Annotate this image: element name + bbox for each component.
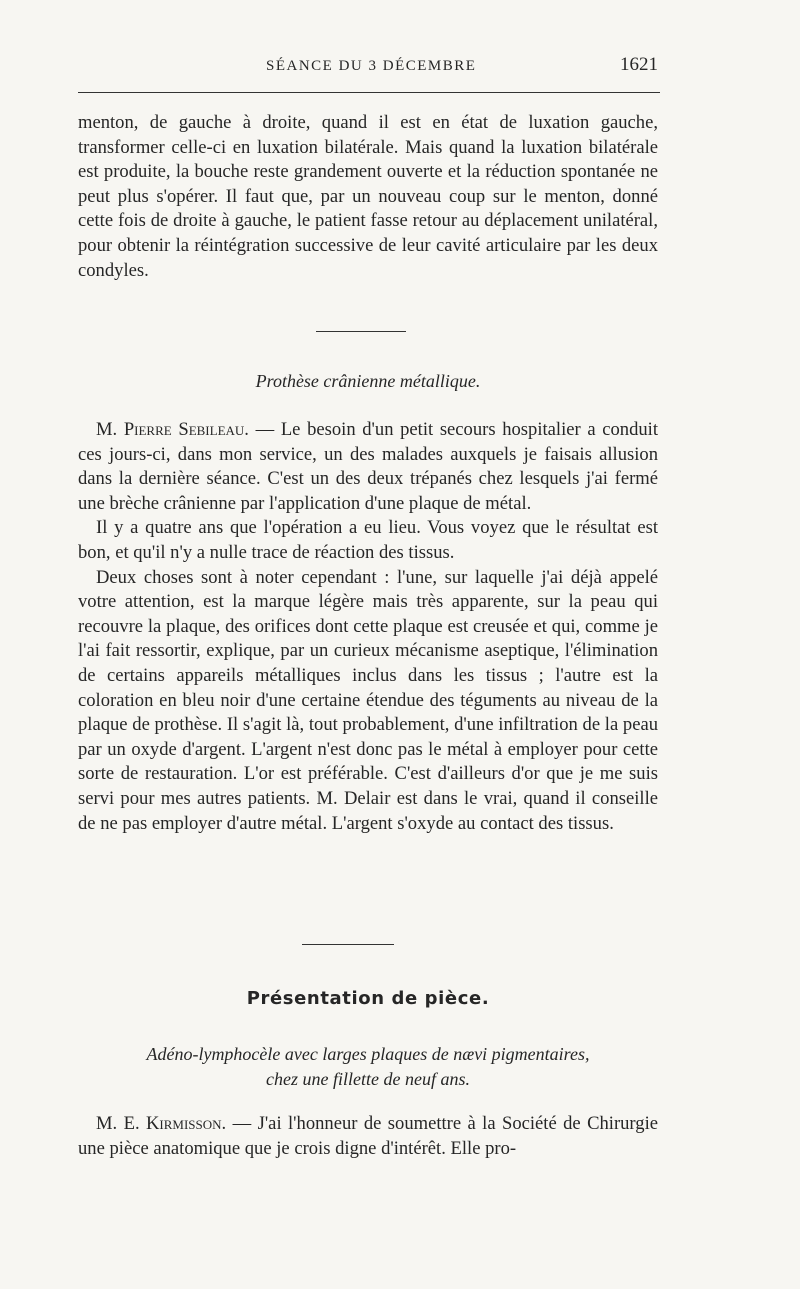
speaker-name: M. Pierre Sebileau. (96, 419, 249, 440)
section-heading: Présentation de pièce. (246, 988, 490, 1009)
section2-body (78, 1112, 658, 1161)
paragraph-text: — Le besoin d'un petit secours hospitalier a conduit ces jours-ci, dans mon service, un des malades auxquels je faisais allusion dans la dernière séance. C'est un des deux trépanés chez lesquels j'ai fermé une brèche crânienne par l'application d'une plaque de métal. (78, 419, 659, 514)
header-rule (78, 92, 660, 93)
page-header (78, 52, 658, 82)
section-separator (316, 331, 406, 332)
paragraph (78, 418, 658, 516)
paragraph-text: — J'ai l'honneur de soumettre à la Société de Chirurgie une pièce anatomique que je crois digne d'intérêt. Elle pro- (78, 1113, 659, 1159)
section1-body (78, 418, 658, 836)
case-subtitle (78, 1042, 658, 1091)
paragraph: Deux choses sont à noter cependant : l'une, sur laquelle j'ai déjà appelé votre attention, est la marque légère mais très apparente, sur la peau qui recouvre la plaque, des orifices dont cette plaque est creusée et qui, comme je l'ai fait ressortir, explique, par un curieux mécanisme aseptique, l'élimination de certains appareils métalliques inclus dans les tissus ; l'autre est la coloration en bleu noir d'une certaine étendue des téguments au niveau de la plaque de prothèse. Il s'agit là, tout probablement, d'une infiltration de la peau par un oxyde d'argent. L'argent n'est donc pas le métal à employer pour cette sorte de restauration. L'or est préférable. C'est d'ailleurs d'or que je me suis servi pour mes autres patients. M. Delair est dans le vrai, quand il conseille de ne pas employer d'autre métal. L'argent s'oxyde au contact des tissus. (78, 566, 658, 834)
continuation-text (78, 111, 658, 283)
running-title: SÉANCE DU 3 DÉCEMBRE (266, 58, 477, 74)
continuation-paragraph: menton, de gauche à droite, quand il est en état de luxation gauche, transformer celle-ci en luxation bilatérale. Mais quand la luxation bilatérale est produite, la bouche reste grandement ouverte et la réduction spontanée ne peut plus s'opérer. Il faut que, par un nouveau coup sur le menton, donné cette fois de droite à gauche, le patient fasse retour au déplacement unilatéral, pour obtenir la réintégration successive de leur cavité articulaire par les deux condyles. (78, 112, 658, 281)
section-separator (302, 944, 394, 945)
section-title: Prothèse crânienne métallique. (255, 371, 481, 391)
speaker-name: M. E. Kirmisson. (96, 1113, 227, 1134)
subtitle-line: chez une fillette de neuf ans. (266, 1068, 470, 1089)
subtitle-line: Adéno-lymphocèle avec larges plaques de nævi pigmentaires, (146, 1044, 590, 1064)
paragraph (78, 1112, 658, 1161)
paragraph: Il y a quatre ans que l'opération a eu lieu. Vous voyez que le résultat est bon, et qu'il n'y a nulle trace de réaction des tissus. (78, 517, 658, 563)
page-number: 1621 (620, 54, 658, 75)
